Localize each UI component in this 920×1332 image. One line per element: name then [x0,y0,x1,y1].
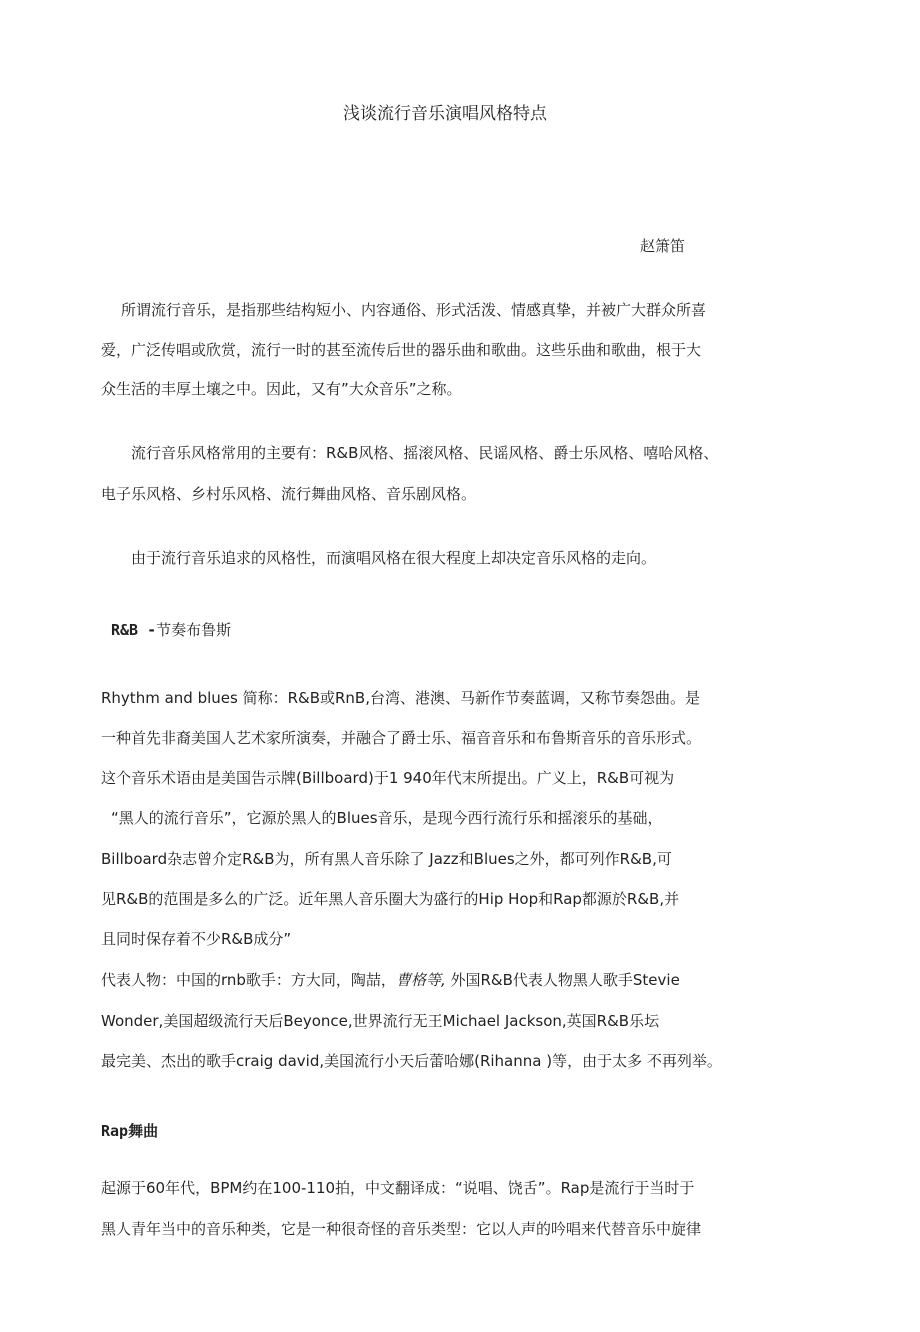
rap-heading [101,1121,158,1141]
styles-line-1: 流行音乐风格常用的主要有：R&B风格、摇滚风格、民谣风格、爵士乐风格、嘻哈风格、 [131,444,719,462]
rep-italic: 曹格等, [395,971,446,989]
rnb-heading-cn: 节奏布鲁斯 [156,621,232,639]
rnb-line-1: Rhythm and blues 简称：R&B或RnB,台湾、港澳、马新作节奏蓝调，又称节奏怨曲。是 [101,689,700,707]
rap-line-1: 起源于60年代，BPM约在100-110拍，中文翻译成：“说唱、饶舌”。Rap是流行于当时于 [101,1179,695,1197]
rnb-line-2: 一种首先非裔美国人艺术家所演奏，并融合了爵士乐、福音音乐和布鲁斯音乐的音乐形式。 [101,729,702,747]
rnb-line-7: 且同时保存着不少R&B成分” [101,930,292,948]
styles-line-2: 电子乐风格、乡村乐风格、流行舞曲风格、音乐剧风格。 [101,485,477,503]
intro-line-2: 爱，广泛传唱或欣赏，流行一时的甚至流传后世的器乐曲和歌曲。这些乐曲和歌曲，根于大 [101,341,702,359]
document-title: 浅谈流行音乐演唱风格特点 [343,104,547,124]
rnb-heading [111,620,231,640]
direction-paragraph: 由于流行音乐追求的风格性，而演唱风格在很大程度上却决定音乐风格的走向。 [131,549,657,567]
intro-line-1: 所谓流行音乐，是指那些结构短小、内容通俗、形式活泼、情感真挚，并被广大群众所喜 [121,301,707,319]
rep-suffix: 外国R&B代表人物黑人歌手Stevie [445,971,680,989]
rep-prefix: 代表人物：中国的rnb歌手：方大同，陶喆， [101,971,396,989]
rnb-heading-en: R&B - [111,621,157,639]
author-name: 赵箫笛 [640,237,686,255]
rap-line-2: 黑人青年当中的音乐种类，它是一种很奇怪的音乐类型：它以人声的吟唱来代替音乐中旋律 [101,1220,702,1238]
rap-heading-cn: 舞曲 [128,1122,159,1140]
intro-line-3: 众生活的丰厚土壤之中。因此，又有”大众音乐”之称。 [101,380,462,398]
rnb-representatives-line-2: Wonder,美国超级流行天后Beyonce,世界流行无王Michael Jackson,英国R&B乐坛 [101,1012,660,1030]
rnb-line-5: Billboard杂志曾介定R&B为，所有黑人音乐除了 Jazz和Blues之外，都可列作R&B,可 [101,850,672,868]
rnb-line-3: 这个音乐术语由是美国告示牌(Billboard)于1 940年代末所提出。广义上，R&B可视为 [101,769,675,787]
rnb-line-6: 见R&B的范围是多么的广泛。近年黑人音乐圈大为盛行的Hip Hop和Rap都源於R&B,并 [101,890,680,908]
rnb-representatives-line-3: 最完美、杰出的歌手craig david,美国流行小天后蕾哈娜(Rihanna )等，由于太多 不再列举。 [101,1052,722,1070]
rap-heading-en: Rap [101,1122,129,1140]
rnb-representatives-line-1 [101,970,680,990]
rnb-line-4: “黑人的流行音乐”，它源於黑人的Blues音乐，是现今西行流行乐和摇滚乐的基础， [111,809,663,827]
